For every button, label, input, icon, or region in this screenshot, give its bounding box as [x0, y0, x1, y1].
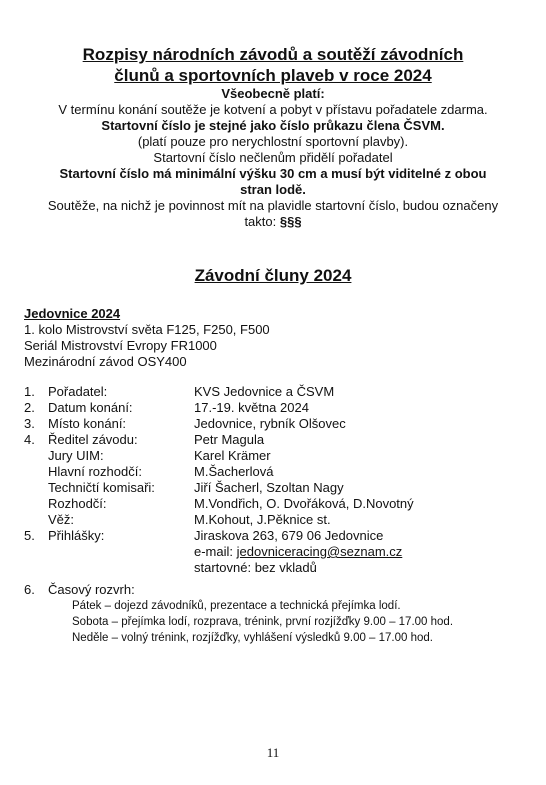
- item-value: Jedovnice, rybník Olšovec: [194, 416, 346, 431]
- item-value: KVS Jedovnice a ČSVM: [194, 384, 335, 399]
- general-line: Startovní číslo má minimální výšku 30 cm a musí být viditelné z obou: [59, 166, 487, 181]
- marker-prefix: takto:: [244, 214, 280, 229]
- item-value: Karel Krämer: [194, 448, 271, 463]
- schedule-line: Sobota – přejímka lodí, rozprava, trénink, první rozjížďky 9.00 – 17.00 hod.: [72, 616, 454, 628]
- item-value: M.Kohout, J.Pěknice st.: [194, 512, 331, 527]
- document-title-line-2: člunů a sportovních plaveb v roce 2024: [114, 66, 432, 85]
- item-label: Věž:: [48, 512, 75, 527]
- item-label: Datum konání:: [48, 400, 133, 415]
- item-label: Rozhodčí:: [48, 496, 107, 511]
- item-label: Ředitel závodu:: [48, 432, 138, 447]
- general-line: Soutěže, na nichž je povinnost mít na plavidle startovní číslo, budou označeny: [47, 198, 499, 213]
- item-label: Místo konání:: [48, 416, 127, 431]
- general-heading: Všeobecně platí:: [221, 86, 325, 101]
- event-subtitle: Mezinárodní závod OSY400: [24, 354, 187, 369]
- item-value: 17.-19. května 2024: [194, 400, 309, 415]
- item-label: Hlavní rozhodčí:: [48, 464, 142, 479]
- item-label: Časový rozvrh:: [48, 582, 135, 597]
- event-title: Jedovnice 2024: [24, 306, 121, 321]
- event-subtitle: 1. kolo Mistrovství světa F125, F250, F500: [24, 322, 270, 337]
- marker-symbol: §§§: [279, 214, 302, 229]
- item-value: M.Šacherlová: [194, 464, 274, 479]
- item-value: Petr Magula: [194, 432, 265, 447]
- schedule-line: Neděle – volný trénink, rozjížďky, vyhlášení výsledků 9.00 – 17.00 hod.: [72, 632, 433, 644]
- email-line: [194, 544, 402, 560]
- item-number: 4.: [24, 432, 35, 447]
- item-label: Přihlášky:: [48, 528, 105, 543]
- item-label: Pořadatel:: [48, 384, 108, 399]
- item-number: 6.: [24, 582, 35, 597]
- general-line: Startovní číslo nečlenům přidělí pořadatel: [153, 150, 393, 165]
- email-link[interactable]: jedovniceracing@seznam.cz: [236, 544, 403, 559]
- item-number: 2.: [24, 400, 35, 415]
- page-number: 11: [266, 745, 280, 760]
- event-subtitle: Seriál Mistrovství Evropy FR1000: [24, 338, 217, 353]
- item-value: Jiraskova 263, 679 06 Jedovnice: [194, 528, 384, 543]
- general-line: (platí pouze pro nerychlostní sportovní plavby).: [137, 134, 409, 149]
- item-value: Jiří Šacherl, Szoltan Nagy: [194, 480, 344, 495]
- schedule-line: Pátek – dojezd závodníků, prezentace a technická přejímka lodí.: [72, 600, 401, 612]
- section-title: Závodní čluny 2024: [194, 266, 352, 285]
- item-number: 5.: [24, 528, 35, 543]
- item-label: Jury UIM:: [48, 448, 104, 463]
- item-label: Techničtí komisaři:: [48, 480, 155, 495]
- general-line-marker: [0, 214, 546, 230]
- item-number: 1.: [24, 384, 35, 399]
- entry-fee: startovné: bez vkladů: [194, 560, 317, 575]
- document-title-line-1: Rozpisy národních závodů a soutěží závodních: [82, 45, 464, 64]
- general-line: V termínu konání soutěže je kotvení a pobyt v přístavu pořadatele zdarma.: [58, 102, 488, 117]
- item-number: 3.: [24, 416, 35, 431]
- item-value: M.Vondřich, O. Dvořáková, D.Novotný: [194, 496, 414, 511]
- general-line: Startovní číslo je stejné jako číslo průkazu člena ČSVM.: [101, 118, 445, 133]
- general-line: stran lodě.: [240, 182, 306, 197]
- email-prefix: e-mail:: [194, 544, 237, 559]
